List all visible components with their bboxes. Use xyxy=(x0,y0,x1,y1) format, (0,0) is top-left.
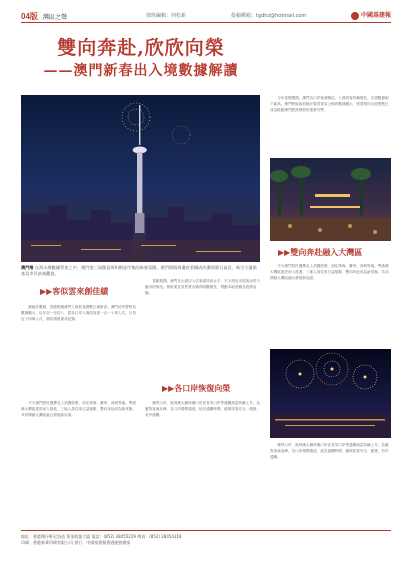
street-photo xyxy=(270,158,391,241)
page-header xyxy=(21,11,391,23)
street-scene-image xyxy=(270,158,391,241)
fireworks-photo xyxy=(270,349,391,438)
paragraph: 春節期間，澳門各大酒店入住率維持高水平，不少酒店出現客房供不應求的情況。餐飲業及零售業亦錄得明顯增長，帶動本地消費及經濟活動。 xyxy=(145,279,260,296)
column-right-bottom xyxy=(270,442,391,526)
logo-icon xyxy=(351,12,359,20)
night-skyline-image xyxy=(21,95,260,262)
caption-lead: 澳門塔 xyxy=(21,265,34,270)
headline-main: 雙向奔赴,欣欣向榮 xyxy=(57,37,225,59)
paragraph: 今年春節期間，澳門各口岸客流暢旺，入境旅客持續增長，各項數據創下新高。澳門特區政府統計暨普查局公佈的數據顯示，旅遊業的全面復甦已成為推動澳門經濟發展的重要引擎。 xyxy=(270,96,389,113)
headline-sub: ——澳門新春出入境數據解讀 xyxy=(43,63,239,79)
tower-graphic xyxy=(133,105,147,233)
submission-email: 投稿郵箱：tgdhz@hotmail.com xyxy=(231,13,307,19)
paragraph: 橫琴口岸、港珠澳大橋珠澳口岸及青茂口岸等通關流量持續上升。為應對客流高峰，各口岸增開通道，延長通關時間，確保旅客安全、便捷、有序通關。 xyxy=(145,401,260,418)
caption-text: 在海水灣數據背景之中，澳門第三屆創意周和創意市集的新春氛圍，澳門塔與周邊夜景構成的濃厚節日氣息，吸引大量旅客及市民前來觀賞。 xyxy=(21,265,257,276)
footer-line-2: 印刷：香港新華印刷有限公司 發行：中國基建報香港運營總部 xyxy=(21,540,131,545)
fireworks-graphic xyxy=(122,103,190,144)
paragraph: 不少澳門居民選擇北上消費度假，前往珠海、廣州、深圳等地。粵港澳大灣區建設深入推進，三地人員往來日益頻繁，雙向奔赴成為新常態，共同開創大灣區融合發展新局面。 xyxy=(21,401,136,418)
paragraph: 據統計數據，春節假期澳門入境旅客總數已創新高。澳門治安警察局數據顯示，自年初一至初八，經各口岸入境旅客達一百一十萬人次，日均近十四萬人次，創疫情後最高紀錄。 xyxy=(21,305,136,322)
paragraph: 橫琴口岸、港珠澳大橋珠澳口岸及青茂口岸等通關流量持續上升。為應對客流高峰，各口岸增開通道，延長通關時間，確保旅客安全、便捷、有序通關。 xyxy=(270,443,389,460)
column-a2 xyxy=(21,400,136,525)
subhead-3: ▶▶雙向奔赴融入大灣區 xyxy=(278,247,363,257)
column-b xyxy=(145,278,260,320)
page-number: 04版 xyxy=(21,12,38,21)
section-name: 灣區之聲 xyxy=(43,14,68,21)
fireworks-image xyxy=(270,349,391,438)
macau-tower-photo xyxy=(21,95,260,262)
paragraph: 不少澳門居民選擇北上消費度假，前往珠海、廣州、深圳等地。粵港澳大灣區建設深入推進，三地人員往來日益頻繁，雙向奔赴成為新常態，共同開創大灣區融合發展新局面。 xyxy=(270,264,389,281)
page-footer xyxy=(21,530,391,546)
subhead-1: ▶▶客似雲來創佳績 xyxy=(40,286,109,296)
subhead-2: ▶▶各口岸恢復向榮 xyxy=(162,383,231,393)
newspaper-logo xyxy=(351,10,391,20)
column-c xyxy=(145,400,260,525)
column-top-right xyxy=(270,95,391,155)
photo-caption xyxy=(21,265,260,277)
editor-credit: 值班編輯：何松新 xyxy=(146,13,187,19)
footer-line-1: 地址：香港灣仔軒尼詩道 黃金商業大廈 電話：(852) 28455229 傳真：(852) 28454318 xyxy=(21,534,182,539)
logo-text: 中國基建報 xyxy=(360,12,391,19)
column-a xyxy=(21,304,136,394)
column-right-mid xyxy=(270,263,391,345)
